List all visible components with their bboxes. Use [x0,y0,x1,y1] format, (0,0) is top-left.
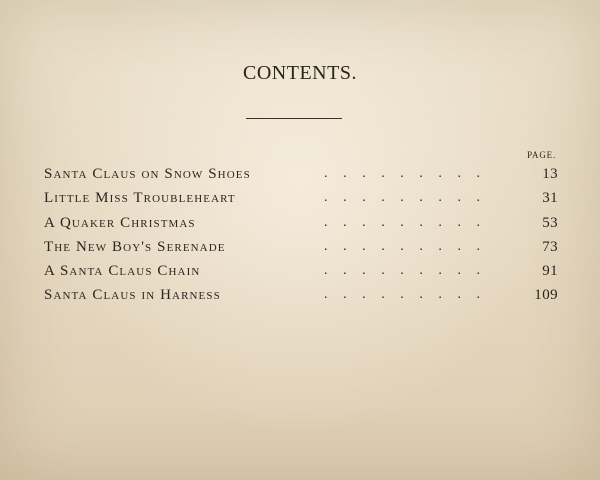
toc-entry-title: Santa Claus on Snow Shoes [44,166,251,182]
dot-leader: . . . . . . . . . [324,263,480,279]
toc-entry [44,260,558,284]
toc-entry [44,212,558,236]
toc-entry [44,187,558,211]
toc-entry-title: Little Miss Troubleheart [44,190,236,207]
toc-entry-page: 53 [542,214,558,231]
toc-entry-page: 109 [534,287,558,304]
toc-entry-page: 13 [542,166,558,182]
dot-leader: . . . . . . . . . [324,214,480,230]
toc-entry-title: The New Boy's Serenade [44,238,226,255]
toc-entry-title: A Santa Claus Chain [44,263,201,280]
dot-leader: . . . . . . . . . [324,190,480,206]
toc-entry-page: 31 [542,190,558,207]
dot-leader: . . . . . . . . . [324,166,480,181]
page-column-label: PAGE. [527,150,556,160]
toc-entry [44,163,558,187]
dot-leader: . . . . . . . . . [324,238,480,254]
toc-entry-page: 73 [542,238,558,255]
toc-entry [44,284,558,308]
toc-entry-title: Santa Claus in Harness [44,287,221,304]
toc-entry-title: A Quaker Christmas [44,214,196,231]
toc-entry-page: 91 [542,263,558,280]
table-of-contents [44,163,558,309]
toc-entry [44,236,558,260]
dot-leader: . . . . . . . . . [324,287,480,303]
heading-rule [246,118,342,119]
contents-heading: CONTENTS. [243,62,357,84]
